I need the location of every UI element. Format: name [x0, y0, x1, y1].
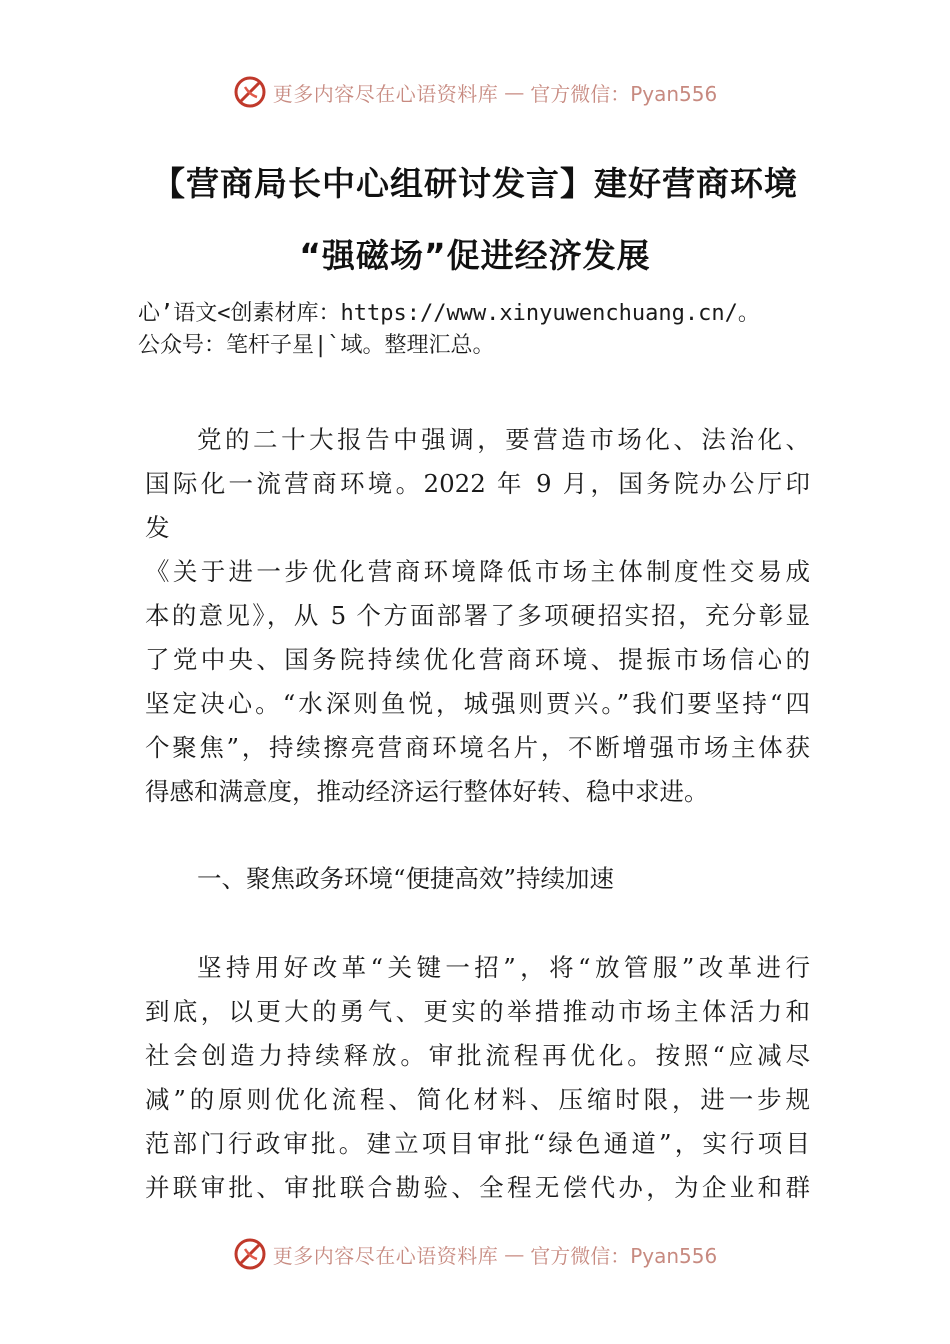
source-line-2: 公众号：笔杆子星|`域。整理汇总。: [138, 333, 495, 358]
paragraph-line: 发: [145, 513, 170, 542]
section-heading-text: 一、聚焦政务环境“便捷高效”持续加速: [197, 864, 615, 893]
bottom-watermark-banner: [0, 1234, 950, 1274]
section-heading-1: [145, 857, 810, 901]
source-line-1: 心’语文<创素材库：https://www.xinyuwenchuang.cn/。: [138, 301, 760, 326]
paragraph-line: 减”的原则优化流程、简化材料、压缩时限，进一步规: [145, 1085, 810, 1114]
paragraph-line: 个聚焦”，持续擦亮营商环境名片，不断增强市场主体获: [145, 733, 810, 762]
paragraph-line: 到底，以更大的勇气、更实的举措推动市场主体活力和: [145, 997, 810, 1026]
paragraph-line: 党的二十大报告中强调，要营造市场化、法治化、: [197, 425, 810, 454]
top-watermark-banner: [0, 72, 950, 112]
document-title-line-2: “强磁场”促进经济发展: [299, 236, 651, 275]
paragraph-line: 本的意见》，从 5 个方面部署了多项硬招实招，充分彰显: [145, 601, 810, 630]
paragraph-line: 《关于进一步优化营商环境降低市场主体制度性交易成: [145, 557, 810, 586]
paragraph-intro: [145, 418, 810, 814]
paragraph-section-1: [145, 946, 810, 1210]
paragraph-line: 了党中央、国务院持续优化营商环境、提振市场信心的: [145, 645, 810, 674]
watermark-wechat: 官方微信：Pyan556: [530, 81, 718, 106]
logo-icon: [233, 75, 267, 109]
watermark-text: 更多内容尽在心语资料库: [272, 1243, 499, 1268]
paragraph-line: 范部门行政审批。建立项目审批“绿色通道”，实行项目: [145, 1129, 810, 1158]
logo-icon: [233, 1237, 267, 1271]
watermark-separator: —: [504, 1242, 525, 1266]
paragraph-line: 国际化一流营商环境。2022 年 9 月，国务院办公厅印: [145, 469, 810, 498]
watermark-text: 更多内容尽在心语资料库: [272, 81, 499, 106]
watermark-wechat: 官方微信：Pyan556: [530, 1243, 718, 1268]
paragraph-line: 社会创造力持续释放。审批流程再优化。按照“应减尽: [145, 1041, 810, 1070]
paragraph-line: 得感和满意度，推动经济运行整体好转、稳中求进。: [145, 777, 709, 806]
watermark-separator: —: [504, 80, 525, 104]
paragraph-line: 坚定决心。“水深则鱼悦，城强则贾兴。”我们要坚持“四: [145, 689, 810, 718]
paragraph-line: 并联审批、审批联合勘验、全程无偿代办，为企业和群: [145, 1173, 810, 1202]
document-title-line-1: 【营商局长中心组研讨发言】建好营商环境: [152, 164, 798, 203]
paragraph-line: 坚持用好改革“关键一招”，将“放管服”改革进行: [197, 953, 810, 982]
